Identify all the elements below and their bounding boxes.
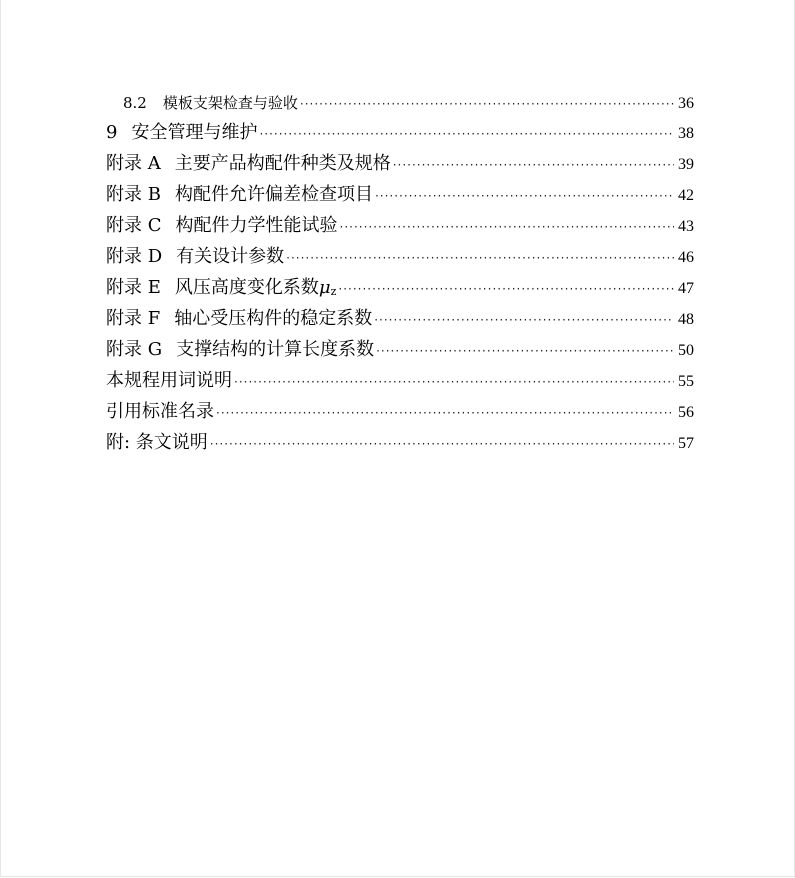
dot-leader xyxy=(286,251,674,265)
dot-leader xyxy=(300,97,674,111)
dot-leader xyxy=(393,158,674,172)
dot-leader xyxy=(375,189,674,203)
toc-entry-title: 支撑结构的计算长度系数 xyxy=(176,339,375,360)
toc-entry-title: 有关设计参数 xyxy=(176,246,285,267)
dot-leader xyxy=(259,127,674,141)
toc-entry-appendix-f[interactable] xyxy=(106,304,694,335)
toc-entry-page: 55 xyxy=(678,373,694,390)
toc-entry-number: 附录 G xyxy=(106,339,163,360)
toc-entry-number: 附录 F xyxy=(106,308,161,329)
toc-entry-title: 构配件力学性能试验 xyxy=(175,215,338,236)
math-symbol-mu: μ xyxy=(318,277,331,298)
toc-entry-title: 主要产品构配件种类及规格 xyxy=(174,153,391,174)
dot-leader xyxy=(338,282,674,296)
toc-entry-appendix-e[interactable] xyxy=(106,273,694,304)
toc-entry-title: 模板支架检查与验收 xyxy=(162,94,298,112)
toc-entry-wording-explanation[interactable] xyxy=(106,366,694,397)
dot-leader xyxy=(234,375,674,389)
toc-entry-appendix-c[interactable] xyxy=(106,211,694,242)
table-of-contents xyxy=(106,92,694,459)
toc-entry-title: 轴心受压构件的稳定系数 xyxy=(174,308,373,329)
toc-entry-page: 48 xyxy=(678,311,694,328)
toc-entry-appendix-b[interactable] xyxy=(106,180,694,211)
toc-entry-page: 36 xyxy=(678,95,694,112)
dot-leader xyxy=(210,437,674,451)
toc-entry-title: 引用标准名录 xyxy=(106,401,214,422)
dot-leader xyxy=(376,344,674,358)
toc-entry-8-2[interactable] xyxy=(106,92,694,118)
math-subscript: z xyxy=(330,285,337,298)
toc-entry-page: 42 xyxy=(678,187,694,204)
dot-leader xyxy=(216,406,674,420)
toc-entry-appendix-g[interactable] xyxy=(106,335,694,366)
toc-entry-page: 50 xyxy=(678,342,694,359)
toc-entry-number: 附录 B xyxy=(106,184,161,205)
toc-entry-clause-explanation[interactable] xyxy=(106,428,694,459)
toc-entry-title: 本规程用词说明 xyxy=(106,370,232,391)
toc-entry-title xyxy=(175,273,337,299)
toc-entry-number: 8.2 xyxy=(123,94,147,112)
toc-entry-page: 46 xyxy=(678,249,694,266)
toc-entry-page: 47 xyxy=(678,280,694,297)
toc-entry-page: 39 xyxy=(678,156,694,173)
toc-entry-appendix-d[interactable] xyxy=(106,242,694,273)
toc-entry-number: 附录 D xyxy=(106,246,163,267)
toc-entry-referenced-standards[interactable] xyxy=(106,397,694,428)
toc-entry-page: 38 xyxy=(678,125,694,142)
dot-leader xyxy=(374,313,674,327)
toc-entry-page: 56 xyxy=(678,404,694,421)
toc-entry-page: 43 xyxy=(678,218,694,235)
dot-leader xyxy=(340,220,675,234)
toc-entry-number: 附录 C xyxy=(106,215,162,236)
toc-entry-title: 安全管理与维护 xyxy=(131,122,258,143)
toc-entry-number: 附录 E xyxy=(106,277,161,298)
toc-entry-appendix-a[interactable] xyxy=(106,149,694,180)
toc-entry-title: 附: 条文说明 xyxy=(106,432,208,453)
toc-entry-title-text: 风压高度变化系数 xyxy=(174,277,319,298)
toc-entry-number: 9 xyxy=(106,122,118,143)
toc-entry-title: 构配件允许偏差检查项目 xyxy=(174,184,373,205)
toc-entry-9[interactable] xyxy=(106,118,694,149)
toc-entry-number: 附录 A xyxy=(106,153,161,174)
toc-entry-page: 57 xyxy=(678,435,694,452)
